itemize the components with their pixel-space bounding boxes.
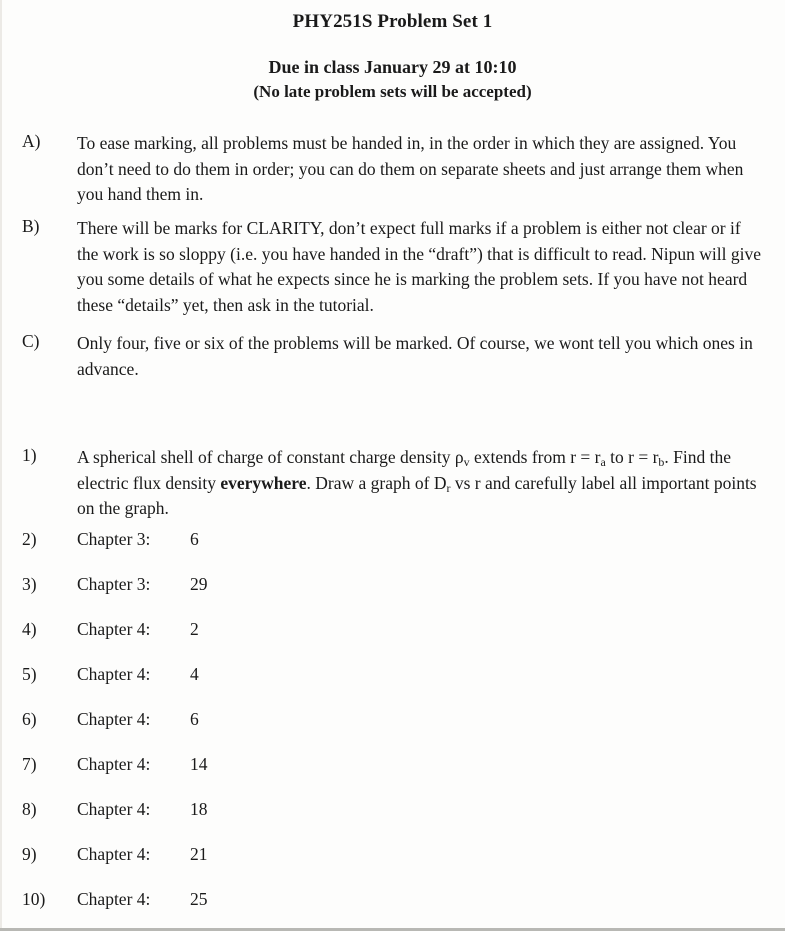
- chapter-problem-row: [22, 529, 442, 553]
- page-title: PHY251S Problem Set 1: [292, 11, 493, 32]
- problem-item-1: [22, 445, 767, 522]
- chapter-row-value: 2: [190, 619, 199, 639]
- instruction-text-b: There will be marks for CLARITY, don’t expect full marks if a problem is either not clear or if the work is so sloppy (i.e. you have handed in the “draft”) that is difficult to read. Nipun will give you some details of what he expects since he is marking the problem sets. If you have not heard these “details” yet, then ask in the tutorial.: [77, 218, 761, 315]
- instruction-marker-b: B): [22, 216, 40, 236]
- emphasis-everywhere: everywhere: [220, 472, 307, 493]
- instruction-paragraph-a: [22, 131, 762, 208]
- chapter-problem-row: [22, 799, 442, 823]
- problem-1-segment-part4: . Find the electric flux density: [77, 447, 731, 493]
- rho-subscript: v: [463, 455, 470, 470]
- chapter-row-marker: 9): [22, 844, 37, 864]
- chapter-problem-row: [22, 709, 442, 733]
- chapter-row-value: 25: [190, 889, 208, 909]
- instruction-paragraph-c: [22, 331, 762, 382]
- page-left-edge: [0, 0, 2, 931]
- dr-subscript: r: [446, 480, 451, 495]
- problem-1-segment-part6: vs r and carefully label all important points on the graph.: [77, 472, 757, 518]
- chapter-row-label: Chapter 3:: [77, 529, 151, 549]
- chapter-row-marker: 8): [22, 799, 37, 819]
- chapter-row-value: 6: [190, 529, 199, 549]
- chapter-row-label: Chapter 4:: [77, 619, 151, 639]
- problem-text-1: [77, 445, 767, 522]
- chapter-row-label: Chapter 4:: [77, 889, 151, 909]
- chapter-problem-row: [22, 889, 442, 913]
- instruction-marker-c: C): [22, 331, 40, 351]
- due-date-line: Due in class January 29 at 10:10: [268, 57, 517, 77]
- chapter-problem-row: [22, 664, 442, 688]
- rb-subscript: b: [658, 455, 665, 470]
- chapter-row-label: Chapter 4:: [77, 844, 151, 864]
- problem-1-segment-part1: A spherical shell of charge of constant charge density: [77, 447, 455, 467]
- problem-1-segment-part5: . Draw a graph of D: [306, 472, 447, 493]
- chapter-row-label: Chapter 3:: [77, 574, 151, 594]
- problem-1-segment-part3: to r = r: [605, 447, 659, 467]
- chapter-row-value: 29: [190, 574, 208, 594]
- chapter-row-marker: 10): [22, 889, 46, 909]
- instruction-text-c: Only four, five or six of the problems will be marked. Of course, we wont tell you which ones in advance.: [77, 333, 753, 379]
- chapter-row-marker: 7): [22, 754, 37, 774]
- chapter-row-label: Chapter 4:: [77, 664, 151, 684]
- chapter-row-marker: 3): [22, 574, 37, 594]
- chapter-row-marker: 5): [22, 664, 37, 684]
- chapter-row-label: Chapter 4:: [77, 799, 151, 819]
- chapter-row-value: 4: [190, 664, 199, 684]
- instruction-marker-a: A): [22, 131, 41, 151]
- instruction-paragraph-b: [22, 216, 762, 318]
- late-policy-line: (No late problem sets will be accepted): [253, 82, 532, 101]
- chapter-row-value: 18: [190, 799, 208, 819]
- chapter-problem-row: [22, 844, 442, 868]
- instruction-text-a: To ease marking, all problems must be handed in, in the order in which they are assigned. You don’t need to do them in order; you can do them on separate sheets and just arrange them when you hand them in.: [77, 133, 744, 204]
- problem-marker-1: 1): [22, 445, 37, 465]
- chapter-row-label: Chapter 4:: [77, 754, 151, 774]
- chapter-row-marker: 4): [22, 619, 37, 639]
- rho-symbol: ρ: [454, 447, 464, 467]
- chapter-row-value: 14: [190, 754, 208, 774]
- chapter-row-marker: 6): [22, 709, 37, 729]
- chapter-problem-row: [22, 574, 442, 598]
- chapter-problem-row: [22, 619, 442, 643]
- chapter-problem-row: [22, 754, 442, 778]
- chapter-row-label: Chapter 4:: [77, 709, 151, 729]
- problem-1-segment-part2: extends from r = r: [469, 447, 601, 467]
- ra-subscript: a: [600, 455, 606, 470]
- chapter-row-marker: 2): [22, 529, 37, 549]
- chapter-row-value: 21: [190, 844, 208, 864]
- chapter-row-value: 6: [190, 709, 199, 729]
